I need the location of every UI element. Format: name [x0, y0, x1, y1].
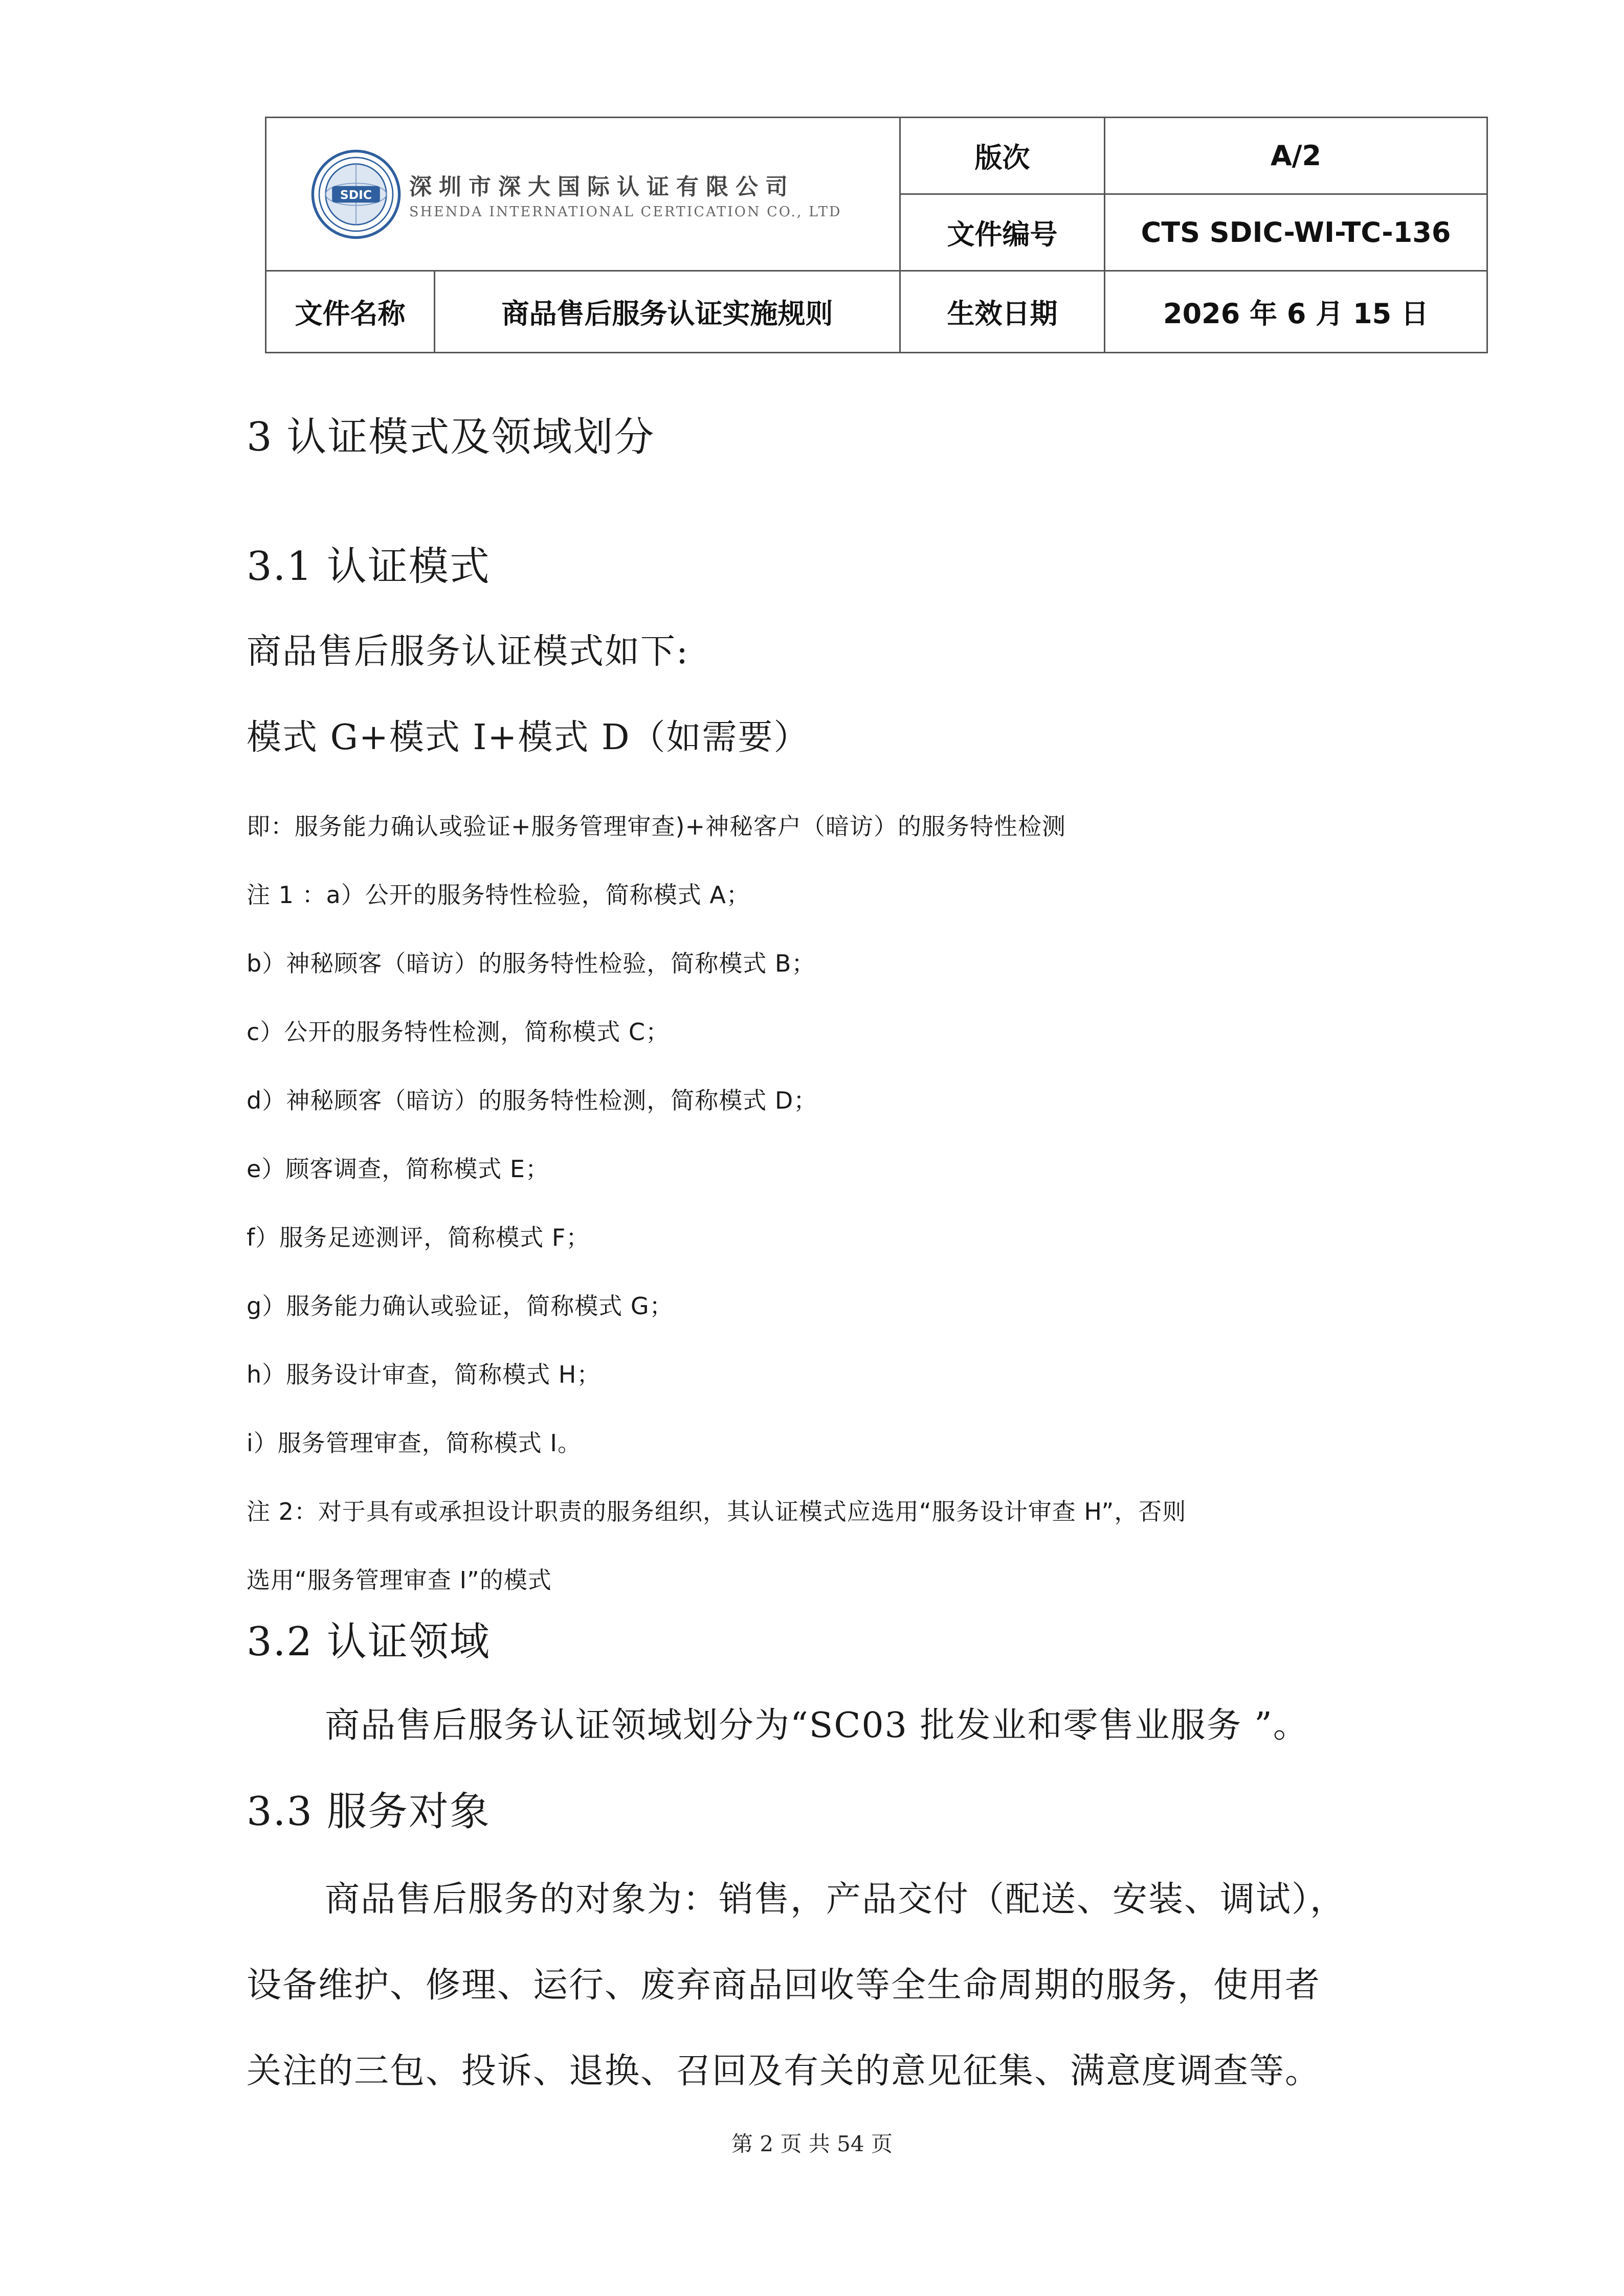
section-3-3-heading: 3.3 服务对象 — [247, 1789, 491, 1835]
page-number: 第 2 页 共 54 页 — [731, 2131, 893, 2156]
section-3-3-line-3: 关注的三包、投诉、退换、召回及有关的意见征集、满意度调查等。 — [247, 2051, 1321, 2091]
doc-number-value: CTS SDIC-WI-TC-136 — [1105, 194, 1487, 271]
note-1-item-c: c）公开的服务特性检测，简称模式 C； — [247, 1018, 670, 1046]
logo-text: SDIC — [340, 187, 372, 202]
note-1-item-b: b）神秘顾客（暗访）的服务特性检验，简称模式 B； — [247, 950, 816, 977]
effective-date-value: 2026 年 6 月 15 日 — [1105, 271, 1487, 353]
section-3-1-intro: 商品售后服务认证模式如下: — [247, 632, 689, 672]
effective-date-label: 生效日期 — [900, 271, 1105, 353]
note-1-item-d: d）神秘顾客（暗访）的服务特性检测，简称模式 D； — [247, 1087, 818, 1114]
company-name-cn: 深圳市深大国际认证有限公司 — [409, 174, 795, 200]
version-label: 版次 — [900, 118, 1105, 194]
note-1-item-f: f）服务足迹测评，简称模式 F； — [247, 1224, 590, 1251]
note-1-item-e: e）顾客调查，简称模式 E； — [247, 1155, 549, 1183]
section-3-2-heading: 3.2 认证领域 — [247, 1619, 491, 1665]
company-name-en: SHENDA INTERNATIONAL CERTICATION CO., LTD — [409, 204, 842, 220]
section-3-1-heading: 3.1 认证模式 — [247, 544, 491, 590]
company-logo — [266, 148, 899, 240]
note-2-line-1: 注 2：对于具有或承担设计职责的服务组织，其认证模式应选用“服务设计审查 H”，否则 — [247, 1498, 1187, 1525]
section-3-2-text: 商品售后服务认证领域划分为“SC03 批发业和零售业服务 ”。 — [325, 1705, 1309, 1746]
note-2-line-2: 选用“服务管理审查 I”的模式 — [247, 1566, 552, 1594]
note-1-item-g: g）服务能力确认或验证，简称模式 G； — [247, 1292, 674, 1320]
company-seal-icon — [310, 148, 402, 240]
version-value: A/2 — [1105, 118, 1487, 194]
document-header-table — [265, 117, 1488, 353]
doc-number-label: 文件编号 — [900, 194, 1105, 271]
doc-name-label: 文件名称 — [266, 271, 435, 353]
company-logo-cell — [266, 118, 900, 271]
section-3-1-formula: 模式 G+模式 I+模式 D（如需要） — [247, 717, 810, 758]
section-3-1-explanation: 即：服务能力确认或验证+服务管理审查)+神秘客户（暗访）的服务特性检测 — [247, 813, 1066, 840]
section-3-3-line-1: 商品售后服务的对象为：销售，产品交付（配送、安装、调试）， — [325, 1879, 1346, 1920]
section-3-heading: 3 认证模式及领域划分 — [247, 414, 655, 460]
section-3-3-line-2: 设备维护、修理、运行、废弃商品回收等全生命周期的服务，使用者 — [247, 1965, 1321, 2006]
note-1-item-h: h）服务设计审查，简称模式 H； — [247, 1361, 601, 1388]
note-1-item-i: i）服务管理审查，简称模式 I。 — [247, 1429, 582, 1457]
doc-name-value: 商品售后服务认证实施规则 — [435, 271, 900, 353]
note-1-item-a: 注 1 ：a）公开的服务特性检验，简称模式 A； — [247, 881, 750, 909]
